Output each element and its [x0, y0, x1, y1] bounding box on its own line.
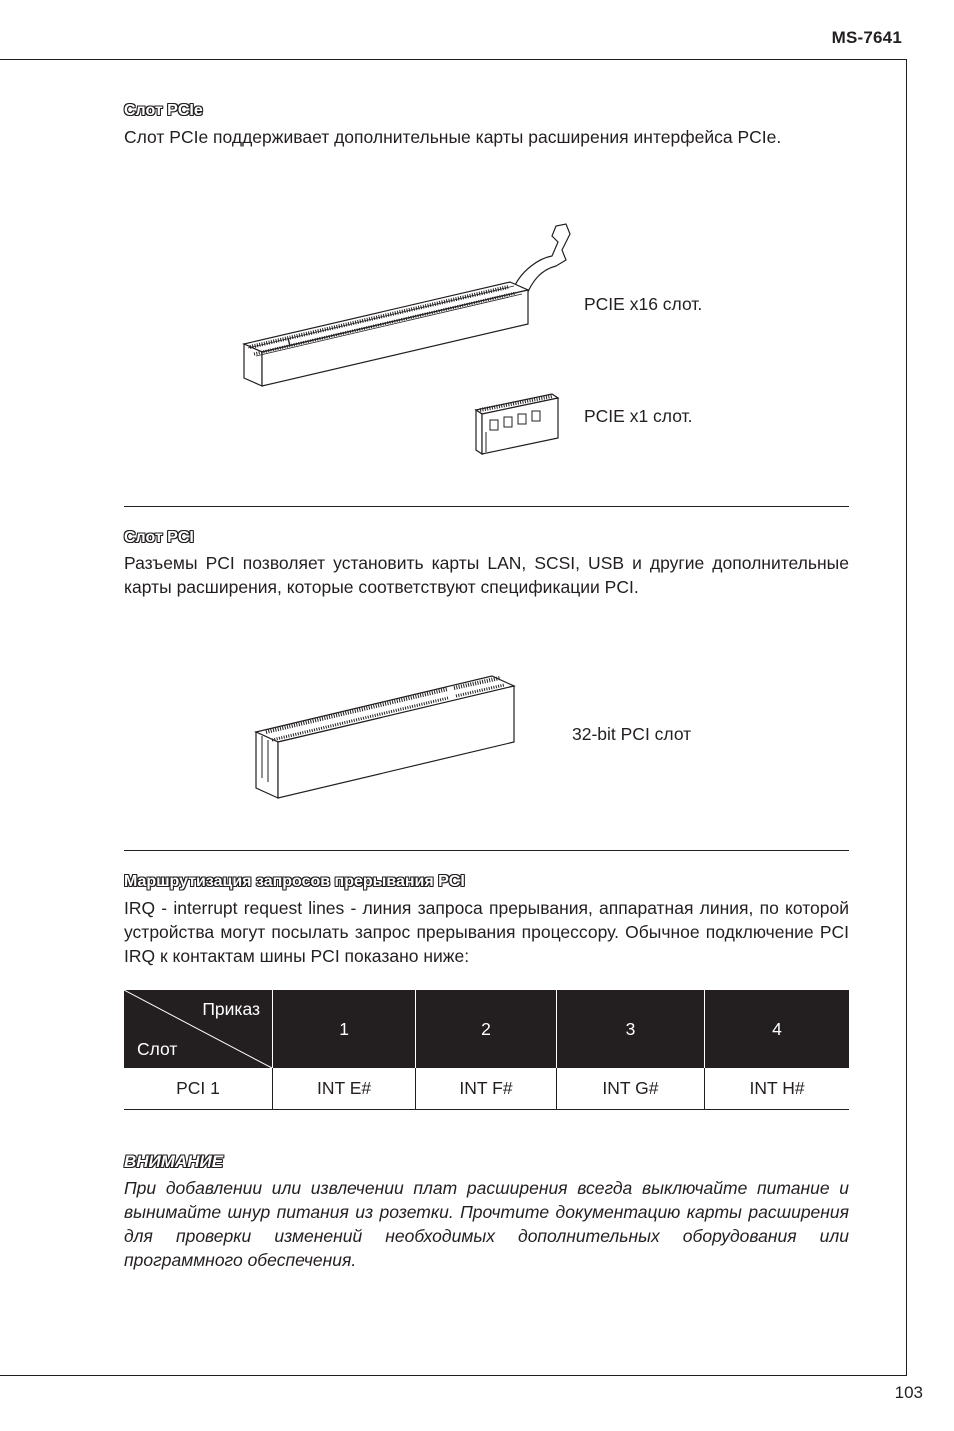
note-title: ВНИМАНИЕ — [124, 1152, 224, 1171]
column-header: 2 — [416, 990, 557, 1068]
table-cell: INT E# — [273, 1068, 416, 1110]
table-cell: INT F# — [416, 1068, 557, 1110]
irq-routing-table — [124, 990, 849, 1110]
corner-header-cell — [124, 990, 273, 1068]
pcie-heading: Слот PCIe — [124, 102, 203, 119]
margin-rule — [906, 59, 907, 1375]
pci-slot-illustration — [252, 670, 522, 802]
table-row — [124, 1068, 849, 1110]
model-number: MS-7641 — [831, 28, 902, 47]
section-divider — [124, 506, 849, 507]
irq-heading: Маршрутизация запросов прерывания PCI — [124, 873, 465, 890]
pcie-x1-label: PCIE x1 слот. — [584, 406, 693, 426]
pcie-x16-slot-illustration — [240, 220, 580, 390]
corner-header-order: Приказ — [202, 999, 260, 1019]
pcie-x1-slot-illustration — [472, 392, 562, 458]
pci-description: Разъемы PCI позволяет установить карты LAN, SCSI, USB и другие дополнительные карты расширения, которые соответствуют спецификации PCI. — [124, 553, 849, 597]
pcie-x16-label: PCIE x16 слот. — [584, 294, 703, 314]
table-header-row — [124, 990, 849, 1068]
slot-cell: PCI 1 — [124, 1068, 273, 1110]
pci-slot-label: 32-bit PCI слот — [572, 724, 692, 744]
corner-header-slot: Слот — [137, 1039, 178, 1059]
table-cell: INT G# — [556, 1068, 704, 1110]
column-header: 3 — [556, 990, 704, 1068]
note-text: При добавлении или извлечении плат расширения всегда выключайте питание и вынимайте шнур питания из розетки. Прочтите документацию карты расширения для проверки изменений необходимых дополнительных оборудования или программного обеспечения. — [124, 1178, 849, 1270]
page-number: 103 — [894, 1383, 923, 1402]
table-cell: INT H# — [705, 1068, 849, 1110]
irq-description: IRQ - interrupt request lines - линия запроса прерывания, аппаратная линия, по которой устройства могут посылать запрос прерывания процессору. Обычное подключение PCI IRQ к контактам шины PCI показано ниже: — [124, 898, 849, 966]
pcie-description: Слот PCIe поддерживает дополнительные карты расширения интерфейса PCIe. — [124, 127, 782, 147]
pci-heading: Слот PCI — [124, 529, 194, 546]
column-header: 1 — [273, 990, 416, 1068]
section-divider — [124, 850, 849, 851]
column-header: 4 — [705, 990, 849, 1068]
footer-rule — [0, 1375, 907, 1376]
header-rule — [0, 59, 907, 60]
